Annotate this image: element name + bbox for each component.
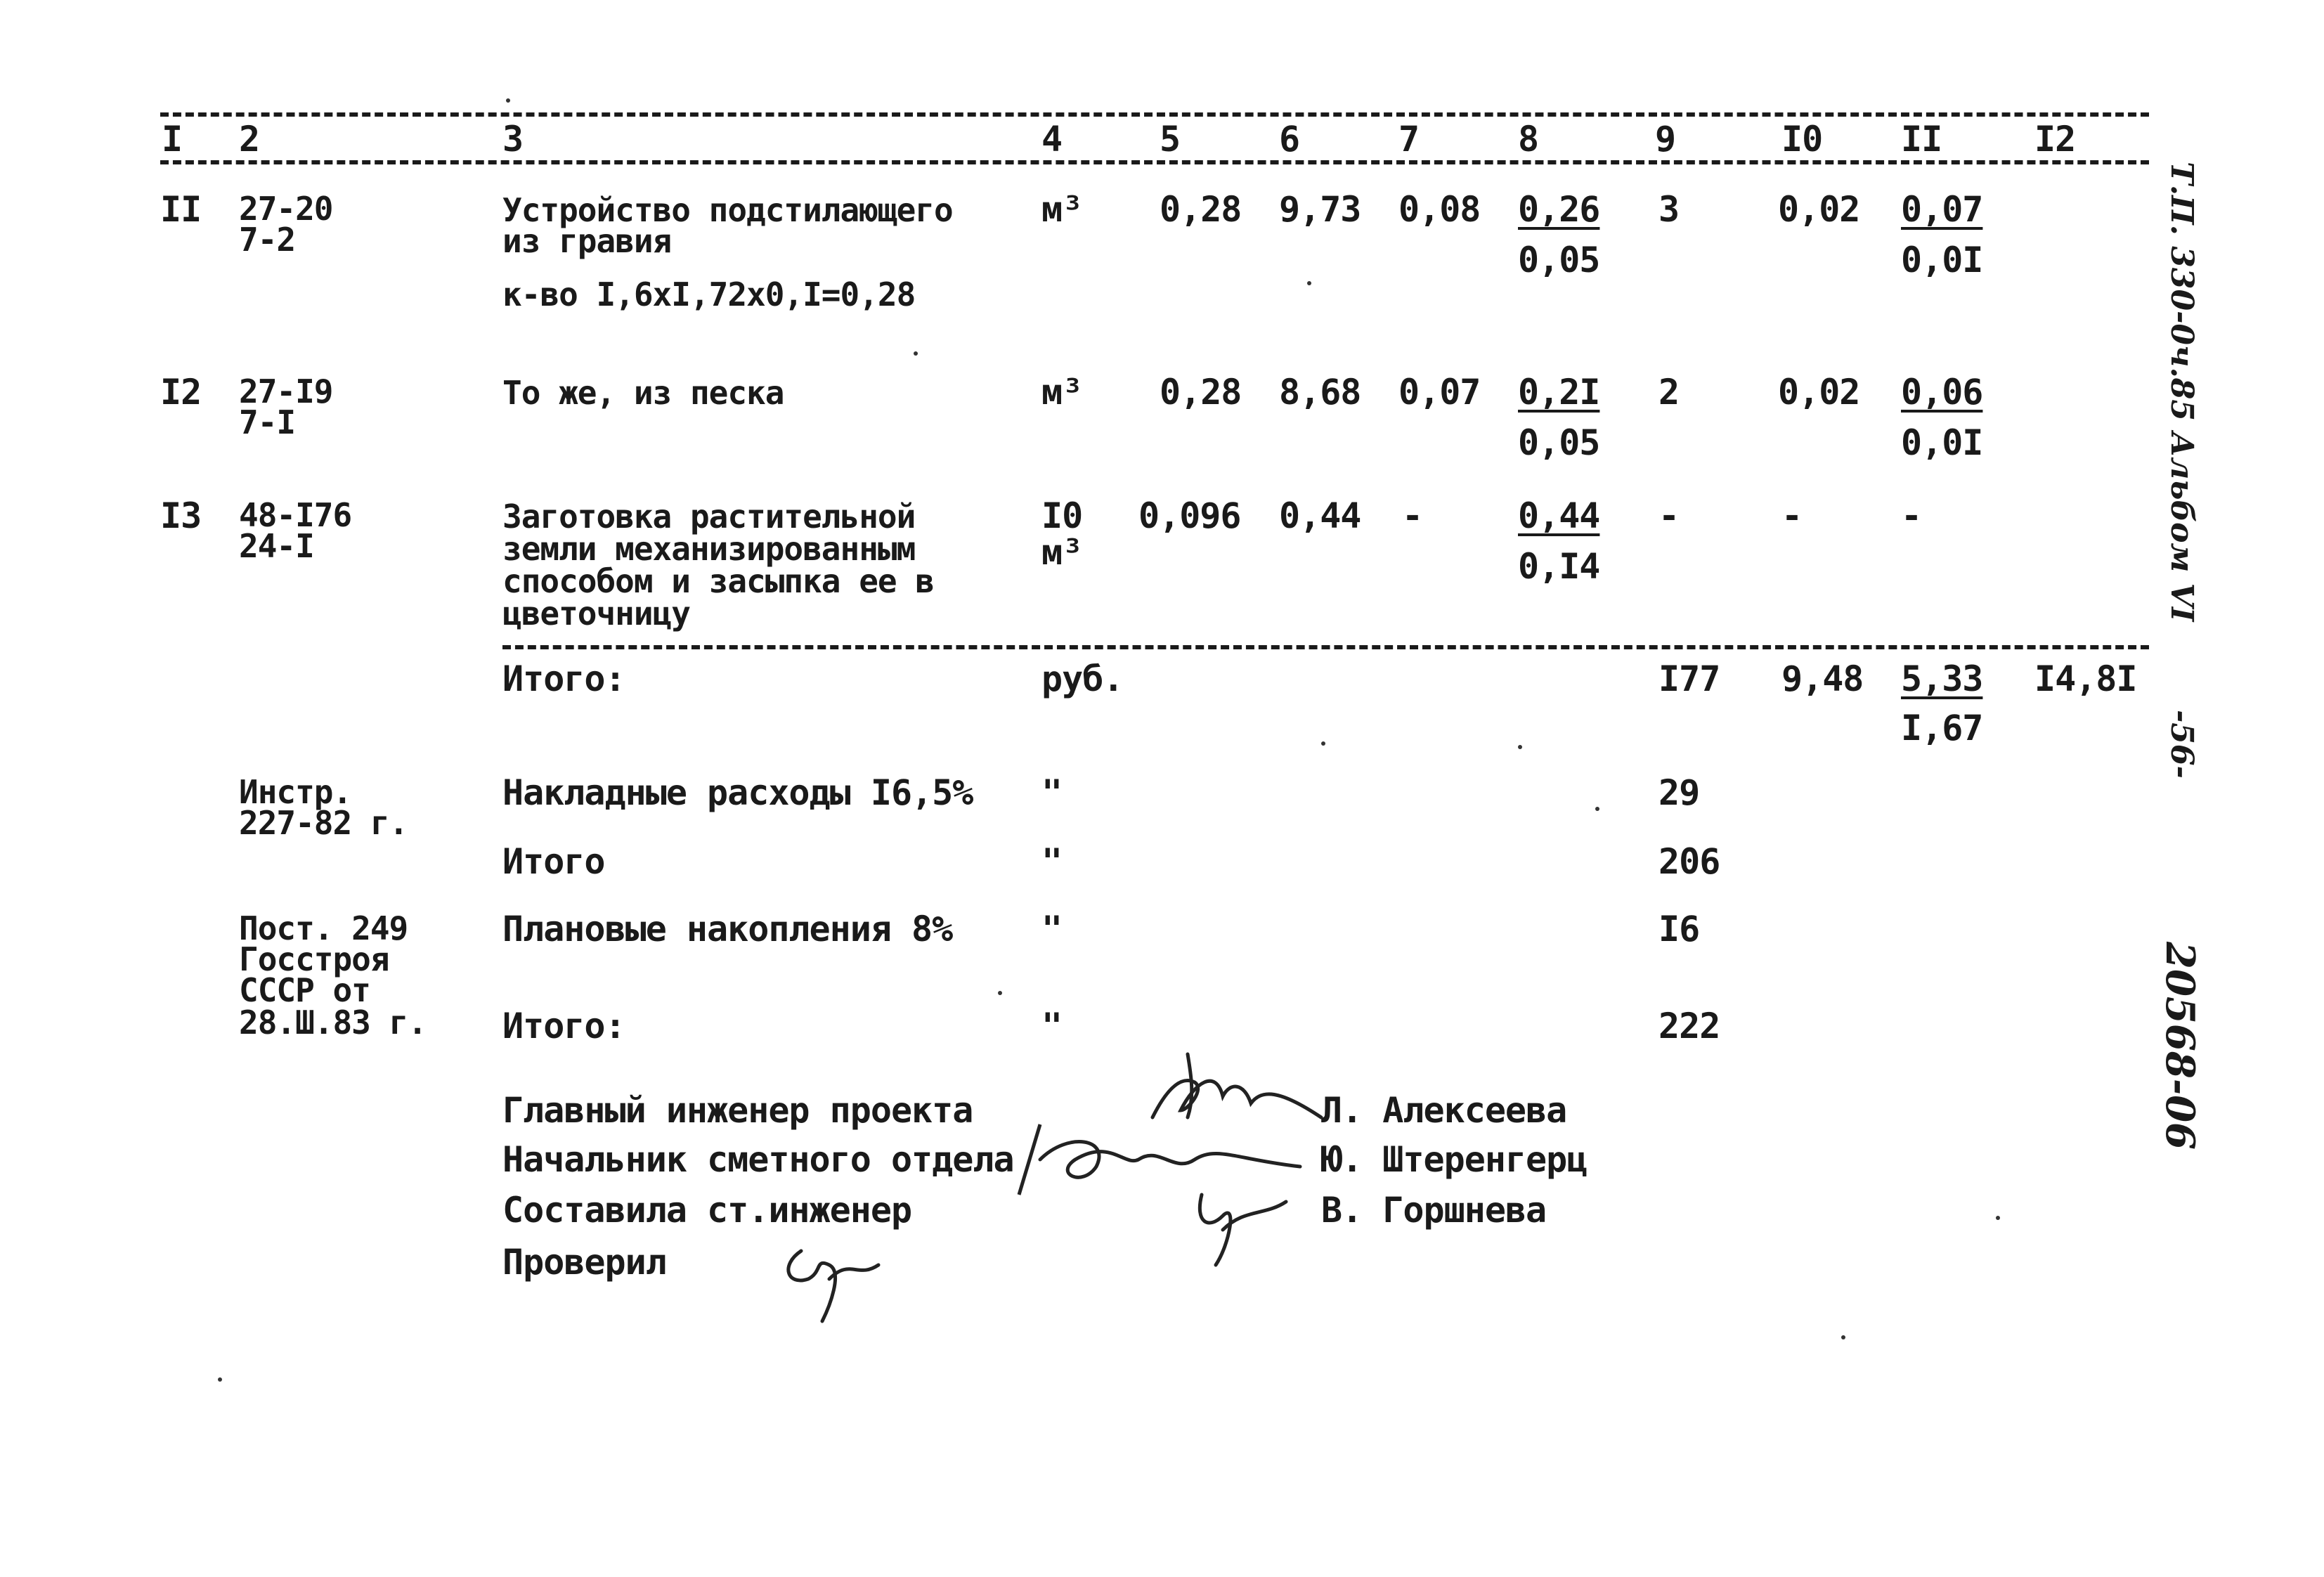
total-rule (502, 645, 2149, 649)
margin-page-number: -56- (2164, 710, 2200, 779)
handwritten-signature (1181, 1181, 1293, 1279)
row-col11-bottom: 0,0I (1901, 422, 1983, 463)
col-header-1: I (162, 119, 183, 160)
row-code: 7-2 (239, 221, 296, 259)
summary-label: Итого (502, 841, 605, 882)
scan-speck (1307, 281, 1311, 285)
summary-value: 206 (1658, 841, 1720, 882)
summary-reference: 227-82 г. (239, 804, 408, 842)
signature-role: Составила ст.инженер (502, 1190, 912, 1231)
row-col9: 3 (1658, 189, 1680, 230)
col-header-12: I2 (2034, 119, 2076, 160)
row-col8-top: 0,26 (1518, 189, 1600, 230)
summary-value: 222 (1658, 1006, 1720, 1046)
margin-album-code: Т.П. 330-0ч.85 Альбом VI (2164, 162, 2200, 622)
total-col9: I77 (1658, 658, 1720, 699)
summary-label: Итого: (502, 1006, 625, 1046)
row-col7: 0,07 (1398, 372, 1481, 413)
col-header-2: 2 (239, 119, 260, 160)
row-number: II (160, 189, 202, 230)
row-description: цветочницу (502, 595, 690, 632)
summary-reference: Инстр. (239, 773, 352, 811)
total-col12: I4,8I (2034, 658, 2137, 699)
row-col11-top: 0,07 (1901, 189, 1983, 230)
row-col11-top: 0,06 (1901, 372, 1983, 413)
col-header-10: I0 (1781, 119, 1823, 160)
row-col5: 0,28 (1160, 189, 1242, 230)
row-col10: 0,02 (1778, 189, 1860, 230)
signature-role: Начальник сметного отдела (502, 1139, 1014, 1180)
total-col11-bottom: I,67 (1901, 708, 1983, 748)
row-code: 24-I (239, 527, 314, 565)
row-description: из гравия (502, 222, 672, 260)
signature-name: Л. Алексеева (1321, 1090, 1567, 1131)
row-col8-bottom: 0,I4 (1518, 546, 1600, 587)
row-unit: I0 (1041, 495, 1083, 536)
margin-document-number: 20568-06 (2157, 942, 2203, 1150)
row-col8-top: 0,44 (1518, 495, 1600, 536)
row-col8-bottom: 0,05 (1518, 240, 1600, 280)
col-header-3: 3 (502, 119, 524, 160)
summary-reference: Пост. 249 (239, 909, 408, 947)
scan-speck (218, 1377, 222, 1382)
row-col6: 8,68 (1279, 372, 1361, 413)
row-col5: 0,096 (1138, 495, 1241, 536)
row-description: Устройство подстилающего (502, 191, 953, 229)
total-col11-top: 5,33 (1901, 658, 1983, 699)
summary-value: 29 (1658, 772, 1700, 813)
row-unit: м³ (1041, 372, 1083, 413)
row-col8-bottom: 0,05 (1518, 422, 1600, 463)
signature-role: Главный инженер проекта (502, 1090, 973, 1131)
total-col10: 9,48 (1781, 658, 1864, 699)
col-header-5: 5 (1160, 119, 1181, 160)
row-description: способом и засыпка ее в (502, 562, 934, 600)
row-col7: 0,08 (1398, 189, 1481, 230)
row-col10: - (1781, 495, 1803, 536)
summary-value: I6 (1658, 909, 1700, 949)
row-col9: 2 (1658, 372, 1680, 413)
row-description: Заготовка растительной (502, 498, 916, 536)
total-unit: руб. (1041, 658, 1124, 699)
summary-unit: " (1041, 841, 1063, 882)
row-col6: 9,73 (1279, 189, 1361, 230)
scan-speck (1321, 741, 1325, 746)
scan-speck (1595, 807, 1599, 811)
row-col9: - (1658, 495, 1680, 536)
row-calculation: к-во I,6хI,72х0,I=0,28 (502, 275, 916, 313)
row-col6: 0,44 (1279, 495, 1361, 536)
scan-speck (1841, 1335, 1845, 1339)
summary-unit: " (1041, 772, 1063, 813)
row-description: То же, из песка (502, 374, 784, 412)
summary-label: Плановые накопления 8% (502, 909, 953, 949)
row-code: 48-I76 (239, 496, 352, 534)
row-unit: м³ (1041, 532, 1083, 573)
col-header-7: 7 (1398, 119, 1420, 160)
row-col5: 0,28 (1160, 372, 1242, 413)
scan-speck (914, 351, 918, 356)
summary-reference: 28.Ш.83 г. (239, 1004, 427, 1041)
summary-reference: Госстроя (239, 940, 389, 978)
row-code: 27-I9 (239, 372, 333, 410)
scan-speck (1518, 745, 1522, 749)
scan-speck (998, 991, 1002, 995)
row-code: 7-I (239, 403, 296, 441)
header-bottom-rule (160, 160, 2149, 164)
handwritten-signature (773, 1237, 885, 1328)
row-col11-bottom: 0,0I (1901, 240, 1983, 280)
signature-name: Ю. Штеренгерц (1321, 1139, 1588, 1180)
col-header-4: 4 (1041, 119, 1063, 160)
col-header-11: II (1901, 119, 1942, 160)
summary-label: Накладные расходы I6,5% (502, 772, 973, 813)
signature-role: Проверил (502, 1242, 666, 1283)
row-number: I2 (160, 372, 202, 413)
row-number: I3 (160, 495, 202, 536)
col-header-6: 6 (1279, 119, 1300, 160)
summary-unit: " (1041, 1006, 1063, 1046)
scan-speck (506, 98, 510, 103)
signature-name: В. Горшнева (1321, 1190, 1547, 1231)
col-header-9: 9 (1655, 119, 1676, 160)
row-col7: - (1402, 495, 1423, 536)
row-code: 27-20 (239, 190, 333, 228)
total-label: Итого: (502, 658, 625, 699)
row-col8-top: 0,2I (1518, 372, 1600, 413)
summary-unit: " (1041, 909, 1063, 949)
row-col10: 0,02 (1778, 372, 1860, 413)
row-col11: - (1901, 495, 1922, 536)
summary-reference: СССР от (239, 971, 370, 1009)
col-header-8: 8 (1518, 119, 1539, 160)
row-description: земли механизированным (502, 530, 916, 568)
scan-speck (1996, 1216, 2000, 1220)
row-unit: м³ (1041, 189, 1083, 230)
header-top-rule (160, 112, 2149, 117)
